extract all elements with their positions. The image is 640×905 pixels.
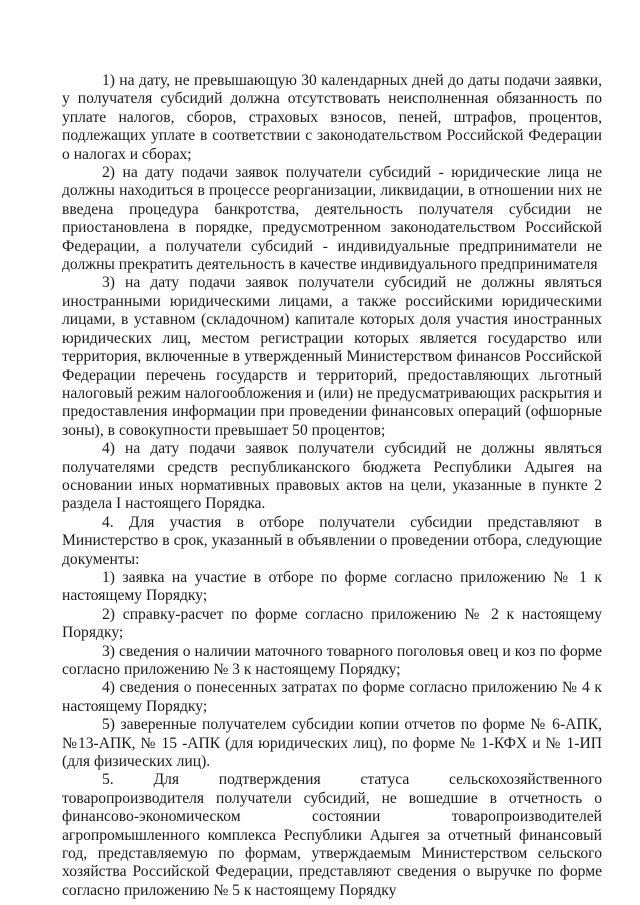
paragraph-document-3: 3) сведения о наличии маточного товарного поголовья овец и коз по форме согласно приложению № 3 к настоящему Порядку;: [62, 642, 602, 678]
paragraph-document-2: 2) справку-расчет по форме согласно приложению № 2 к настоящему Порядку;: [62, 605, 602, 642]
paragraph-section-4: 4. Для участия в отборе получатели субсидии представляют в Министерство в срок, указанный в объявлении о проведении отбора, следующие документы:: [62, 513, 602, 568]
paragraph-condition-1: 1) на дату, не превышающую 30 календарных дней до даты подачи заявки, у получателя субсидий должна отсутствовать неисполненная обязанность по уплате налогов, сборов, страховых взносов, пеней, штрафов, процентов, подлежащих уплате в соответствии с законодательством Российской Федерации о налогах и сборах;: [62, 72, 602, 163]
paragraph-section-5: 5. Для подтверждения статуса сельскохозяйственного товаропроизводителя получатели субсидий, не вошедшие в отчетность о финансово-экономическом состоянии товаропроизводителей агропромышленного комплекса Республики Адыгея за отчетный финансовый год, представляемую по формам, утверждаемым Министерством сельского хозяйства Российской Федерации, представляют сведения о выручке по форме согласно приложению № 5 к настоящему Порядку: [62, 771, 602, 899]
paragraph-document-4: 4) сведения о понесенных затратах по форме согласно приложению № 4 к настоящему Порядку;: [62, 679, 602, 715]
paragraph-document-5: 5) заверенные получателем субсидии копии отчетов по форме № 6-АПК, №13-АПК, № 15 -АПК (для юридических лиц), по форме № 1-КФХ и № 1-ИП (для физических лиц).: [62, 716, 602, 771]
document-body: [62, 72, 602, 900]
paragraph-condition-3: 3) на дату подачи заявок получатели субсидий не должны являться иностранными юридическими лицами, а также российскими юридическими лицами, в уставном (складочном) капитале которых доля участия иностранных юридических лиц, местом регистрации которых является государство или территория, включенные в утвержденный Министерством финансов Российской Федерации перечень государств и территорий, предоставляющих льготный налоговый режим налогообложения и (или) не предусматривающих раскрытия и предоставления информации при проведении финансовых операций (офшорные зоны), в совокупности превышает 50 процентов;: [62, 274, 602, 439]
paragraph-condition-2: 2) на дату подачи заявок получатели субсидий - юридические лица не должны находиться в процессе реорганизации, ликвидации, в отношении них не введена процедура банкротства, деятельность получателя субсидии не приостановлена в порядке, предусмотренном законодательством Российской Федерации, а получатели субсидий - индивидуальные предприниматели не должны прекратить деятельность в качестве индивидуального предпринимателя: [62, 164, 602, 274]
paragraph-document-1: 1) заявка на участие в отборе по форме согласно приложению № 1 к настоящему Порядку;: [62, 568, 602, 605]
paragraph-condition-4: 4) на дату подачи заявок получатели субсидий не должны являться получателями средств республиканского бюджета Республики Адыгея на основании иных нормативных правовых актов на цели, указанные в пункте 2 раздела I настоящего Порядка.: [62, 440, 602, 513]
